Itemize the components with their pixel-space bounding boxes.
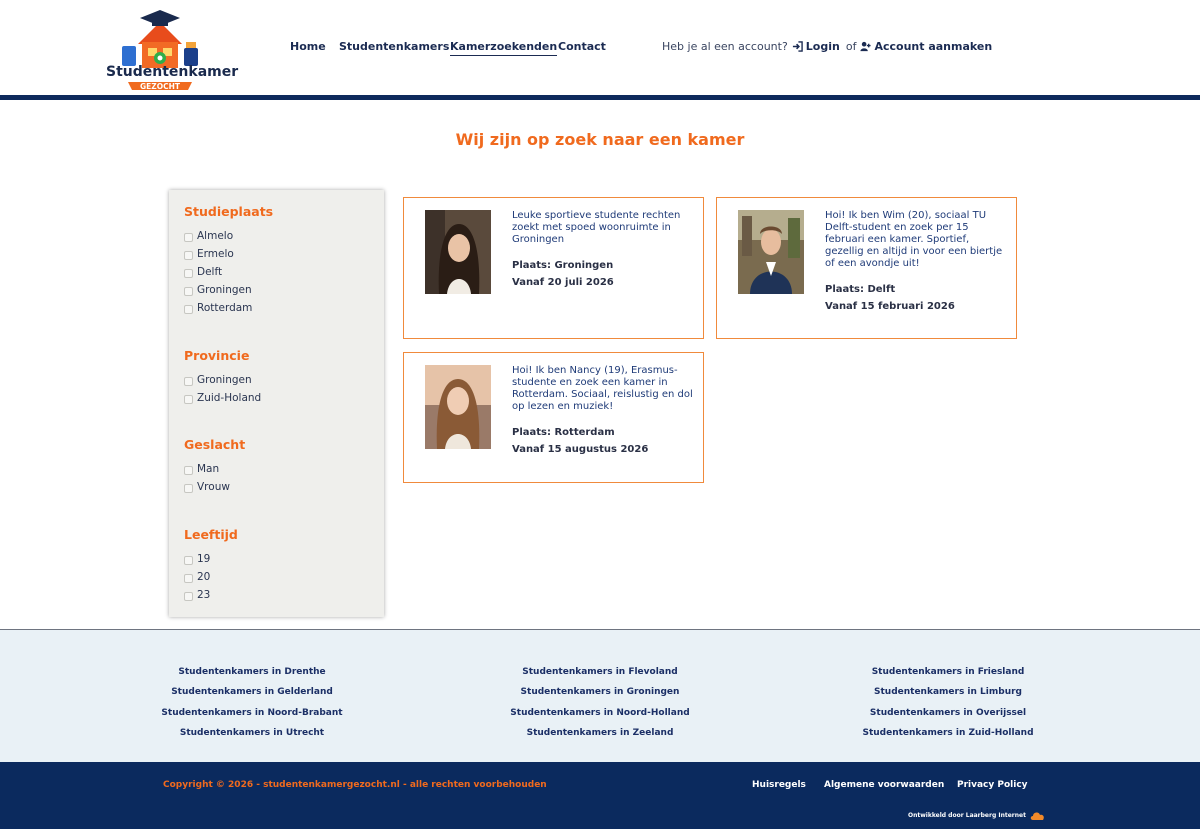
account-area — [662, 40, 992, 53]
checkbox[interactable] — [184, 305, 193, 314]
card-date: Vanaf 20 juli 2026 — [512, 277, 614, 288]
filter-group-provincie — [184, 348, 261, 407]
developer-label: Ontwikkeld door Laarberg Internet — [908, 812, 1026, 819]
login-label: Login — [805, 40, 840, 53]
filter-option-age-23[interactable] — [184, 586, 238, 604]
card-description: Hoi! Ik ben Nancy (19), Erasmus-studente en zoek een kamer in Rotterdam. Sociaal, reislustig en dol op lezen en muziek! — [512, 365, 693, 412]
seeker-card[interactable] — [716, 197, 1017, 339]
checkbox[interactable] — [184, 233, 193, 242]
avatar — [425, 210, 491, 294]
profile-photo — [738, 210, 804, 294]
footer-link-noord-brabant[interactable]: Studentenkamers in Noord-Brabant — [161, 707, 343, 718]
option-label: Groningen — [197, 374, 252, 386]
nav-home[interactable]: Home — [290, 40, 326, 53]
profile-photo — [425, 365, 491, 449]
footer-province-links — [0, 629, 1200, 762]
checkbox[interactable] — [184, 269, 193, 278]
logo-text-sub: GEZOCHT — [140, 82, 180, 91]
checkbox[interactable] — [184, 251, 193, 260]
footer-link-zeeland[interactable]: Studentenkamers in Zeeland — [526, 727, 674, 738]
privacy-link[interactable]: Privacy Policy — [957, 780, 1028, 790]
page-title: Wij zijn op zoek naar een kamer — [455, 130, 745, 149]
site-logo[interactable] — [100, 6, 239, 92]
filter-option-groningen[interactable] — [184, 281, 273, 299]
footer-link-limburg[interactable]: Studentenkamers in Limburg — [874, 687, 1022, 698]
filter-option-age-19[interactable] — [184, 550, 238, 568]
checkbox[interactable] — [184, 592, 193, 601]
developer-credit[interactable] — [908, 810, 1046, 821]
option-label: 19 — [197, 553, 211, 565]
filter-option-almelo[interactable] — [184, 227, 273, 245]
footer-link-groningen[interactable]: Studentenkamers in Groningen — [520, 687, 680, 698]
option-label: Zuid-Holand — [197, 392, 262, 404]
option-label: Delft — [197, 266, 223, 278]
card-description: Hoi! Ik ben Wim (20), sociaal TU Delft-student en zoek per 15 februari een kamer. Sportief, gezellig en altijd in voor een biertje of een avondje uit! — [825, 210, 1003, 269]
create-account-label: Account aanmaken — [874, 40, 993, 53]
filter-option-man[interactable] — [184, 460, 245, 478]
filter-option-vrouw[interactable] — [184, 478, 245, 496]
checkbox[interactable] — [184, 484, 193, 493]
filter-title-provincie: Provincie — [184, 348, 250, 363]
seeker-card[interactable] — [403, 197, 704, 339]
filter-option-age-20[interactable] — [184, 568, 238, 586]
filter-group-studieplaats — [184, 204, 273, 317]
filter-option-zuid-holland[interactable] — [184, 389, 261, 407]
filter-title-studieplaats: Studieplaats — [184, 204, 274, 219]
site-footer — [0, 762, 1200, 829]
header-divider — [0, 95, 1200, 100]
logo-text-main: Studentenkamer — [106, 64, 239, 80]
login-icon — [792, 41, 803, 52]
huisregels-link[interactable]: Huisregels — [752, 780, 806, 790]
checkbox[interactable] — [184, 556, 193, 565]
avatar — [738, 210, 804, 294]
footer-column-1 — [132, 666, 372, 747]
profile-photo — [425, 210, 491, 294]
filter-group-geslacht — [184, 437, 245, 496]
voorwaarden-link[interactable]: Algemene voorwaarden — [824, 780, 945, 790]
filter-option-rotterdam[interactable] — [184, 299, 273, 317]
option-label: Man — [197, 463, 220, 475]
option-label: Ermelo — [197, 248, 234, 260]
option-label: Vrouw — [197, 481, 230, 493]
option-label: 23 — [197, 589, 211, 601]
card-place: Plaats: Groningen — [512, 260, 614, 271]
logo-graphic — [100, 6, 239, 92]
checkbox[interactable] — [184, 395, 193, 404]
nav-kamerzoekenden[interactable]: Kamerzoekenden — [450, 40, 557, 56]
option-label: Groningen — [197, 284, 252, 296]
option-label: 20 — [197, 571, 211, 583]
filter-sidebar — [169, 190, 384, 617]
filter-title-geslacht: Geslacht — [184, 437, 246, 452]
filter-option-delft[interactable] — [184, 263, 273, 281]
card-description: Leuke sportieve studente rechten zoekt met spoed woonruimte in Groningen — [512, 210, 681, 245]
footer-link-utrecht[interactable]: Studentenkamers in Utrecht — [179, 727, 325, 738]
footer-column-3 — [828, 666, 1068, 747]
footer-column-2 — [480, 666, 720, 747]
checkbox[interactable] — [184, 287, 193, 296]
footer-link-drenthe[interactable]: Studentenkamers in Drenthe — [178, 667, 326, 677]
card-date: Vanaf 15 februari 2026 — [825, 301, 955, 312]
account-or: of — [845, 40, 857, 53]
card-place: Plaats: Rotterdam — [512, 427, 615, 438]
footer-link-overijssel[interactable]: Studentenkamers in Overijssel — [869, 707, 1027, 718]
cloud-icon — [1030, 810, 1046, 821]
filter-option-prov-groningen[interactable] — [184, 371, 261, 389]
create-account-link[interactable] — [860, 40, 992, 53]
footer-link-noord-holland[interactable]: Studentenkamers in Noord-Holland — [510, 707, 690, 718]
seeker-card[interactable] — [403, 352, 704, 483]
card-date: Vanaf 15 augustus 2026 — [512, 444, 649, 455]
option-label: Rotterdam — [197, 302, 253, 314]
copyright-text: Copyright © 2026 - studentenkamergezocht.nl - alle rechten voorbehouden — [163, 780, 547, 790]
avatar — [425, 365, 491, 449]
site-header — [0, 0, 1200, 96]
footer-link-friesland[interactable]: Studentenkamers in Friesland — [871, 667, 1025, 677]
nav-studentenkamers[interactable]: Studentenkamers — [339, 40, 450, 53]
filter-group-leeftijd — [184, 527, 238, 604]
checkbox[interactable] — [184, 574, 193, 583]
account-prompt: Heb je al een account? — [662, 40, 788, 53]
filter-option-ermelo[interactable] — [184, 245, 273, 263]
footer-link-gelderland[interactable]: Studentenkamers in Gelderland — [171, 687, 333, 698]
login-link[interactable] — [792, 40, 840, 53]
card-place: Plaats: Delft — [825, 284, 896, 295]
nav-contact[interactable]: Contact — [558, 40, 606, 53]
footer-link-zuid-holland[interactable]: Studentenkamers in Zuid-Holland — [862, 727, 1034, 738]
user-plus-icon — [860, 41, 871, 52]
checkbox[interactable] — [184, 377, 193, 386]
filter-title-leeftijd: Leeftijd — [184, 527, 238, 542]
checkbox[interactable] — [184, 466, 193, 475]
footer-link-flevoland[interactable]: Studentenkamers in Flevoland — [522, 667, 678, 677]
option-label: Almelo — [197, 230, 234, 242]
